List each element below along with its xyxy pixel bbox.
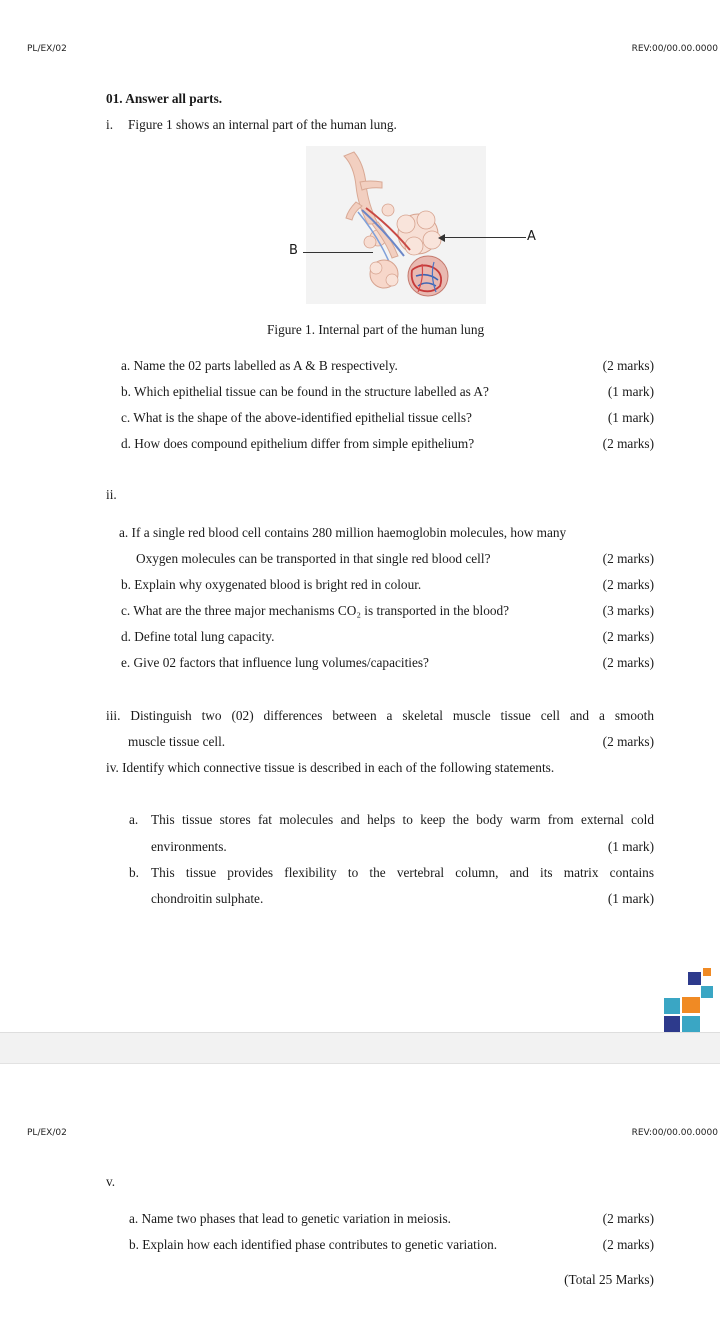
label-b-pointer: [303, 252, 373, 253]
part-v-number: v.: [106, 1174, 116, 1189]
question-1-title: 01. Answer all parts.: [106, 91, 223, 106]
figure-label-b: B: [289, 243, 298, 258]
part-iv-b-label: b.: [129, 865, 139, 880]
part-i-item-b: b. Which epithelial tissue can be found in the structure labelled as A?: [121, 384, 489, 399]
part-ii-item-a-line2: Oxygen molecules can be transported in that single red blood cell?: [136, 551, 491, 566]
part-v-item-a-marks: (2 marks): [602, 1211, 654, 1226]
part-v-item-a: a. Name two phases that lead to genetic variation in meiosis.: [129, 1211, 451, 1226]
lung-figure: [306, 146, 486, 304]
figure-label-a: A: [527, 229, 536, 244]
part-iv-a-line1: This tissue stores fat molecules and helps to keep the body warm from external cold: [151, 812, 654, 827]
part-i-item-a-marks: (2 marks): [602, 358, 654, 373]
logo-square: [703, 968, 711, 976]
part-ii-item-a-marks: (2 marks): [602, 551, 654, 566]
part-ii-item-a-line1: a. If a single red blood cell contains 280 million haemoglobin molecules, how many: [119, 525, 567, 540]
part-iv-line: iv. Identify which connective tissue is described in each of the following statements.: [106, 760, 555, 775]
part-ii-item-d-marks: (2 marks): [602, 629, 654, 644]
part-ii-item-e: e. Give 02 factors that influence lung volumes/capacities?: [121, 655, 429, 670]
part-ii-item-e-marks: (2 marks): [602, 655, 654, 670]
page2-header-doc-code: PL/EX/02: [27, 1128, 67, 1138]
part-ii-item-d: d. Define total lung capacity.: [121, 629, 275, 644]
part-iv-b-line1: This tissue provides flexibility to the vertebral column, and its matrix contains: [151, 865, 654, 880]
figure-caption: Figure 1. Internal part of the human lung: [267, 322, 485, 337]
part-iii-line2: muscle tissue cell.: [128, 734, 226, 749]
label-a-arrowhead: [438, 234, 445, 242]
logo-square: [682, 1016, 700, 1032]
label-a-pointer: [444, 237, 526, 238]
part-iii-line1: iii. Distinguish two (02) differences between a skeletal muscle tissue cell and a smooth: [106, 708, 654, 723]
part-i-text: Figure 1 shows an internal part of the human lung.: [128, 117, 397, 132]
header-doc-code: PL/EX/02: [27, 44, 67, 54]
part-ii-number: ii.: [106, 487, 117, 502]
part-iv-b-line2: chondroitin sulphate.: [151, 891, 264, 906]
part-v-item-b: b. Explain how each identified phase contributes to genetic variation.: [129, 1237, 498, 1252]
page-separator: [0, 1032, 720, 1064]
logo-square: [701, 986, 713, 998]
page2-header-revision: REV:00/00.00.0000: [631, 1128, 718, 1138]
part-iv-b-marks: (1 mark): [607, 891, 654, 906]
total-marks: (Total 25 Marks): [564, 1272, 654, 1287]
logo-square: [664, 998, 680, 1014]
part-i-item-d-marks: (2 marks): [602, 436, 654, 451]
part-iv-a-marks: (1 mark): [607, 839, 654, 854]
part-ii-item-b-marks: (2 marks): [602, 577, 654, 592]
part-iv-a-label: a.: [129, 812, 139, 827]
part-i-item-b-marks: (1 mark): [607, 384, 654, 399]
part-v-item-b-marks: (2 marks): [602, 1237, 654, 1252]
logo-square: [664, 1016, 680, 1032]
part-ii-item-b: b. Explain why oxygenated blood is bright red in colour.: [121, 577, 422, 592]
part-iv-a-line2: environments.: [151, 839, 227, 854]
part-i-item-c: c. What is the shape of the above-identified epithelial tissue cells?: [121, 410, 472, 425]
part-i-item-c-marks: (1 mark): [607, 410, 654, 425]
part-ii-item-c: c. What are the three major mechanisms CO₂ is transported in the blood?: [121, 603, 510, 618]
part-iii-marks: (2 marks): [602, 734, 654, 749]
header-revision: REV:00/00.00.0000: [631, 44, 718, 54]
part-i-item-a: a. Name the 02 parts labelled as A & B respectively.: [121, 358, 398, 373]
alveoli-illustration: [306, 146, 486, 304]
logo-square: [688, 972, 701, 985]
part-ii-item-c-marks: (3 marks): [602, 603, 654, 618]
part-i-number: i.: [106, 117, 114, 132]
part-i-item-d: d. How does compound epithelium differ from simple epithelium?: [121, 436, 475, 451]
logo-square: [682, 997, 700, 1013]
